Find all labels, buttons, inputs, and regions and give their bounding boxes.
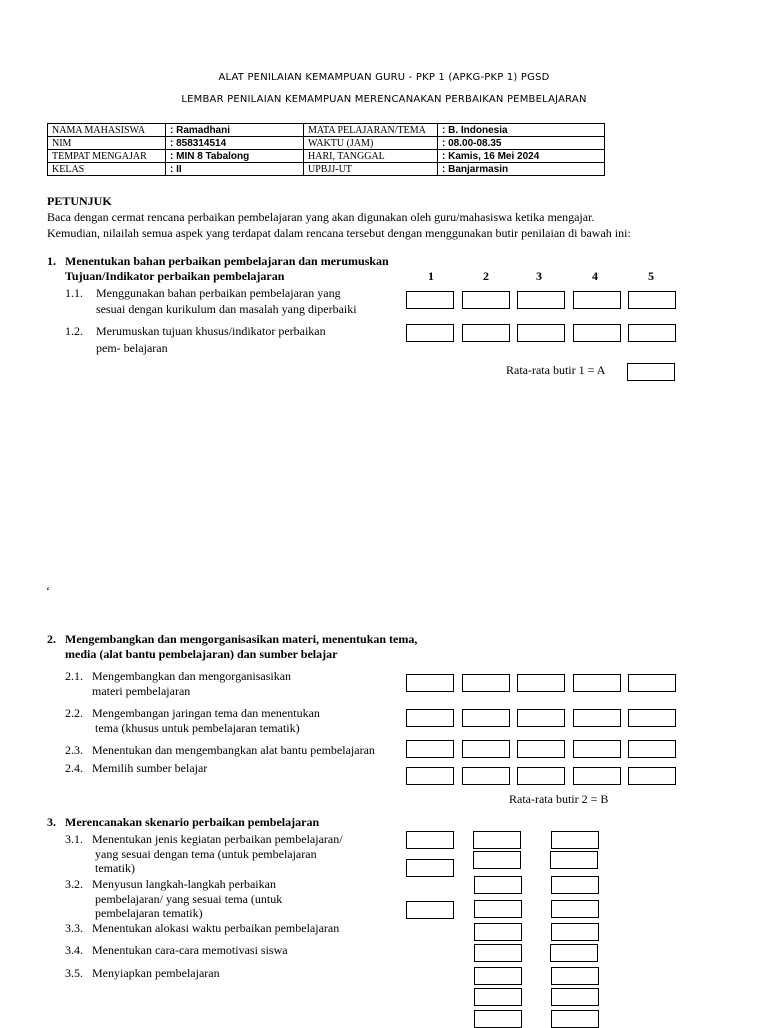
value-tempat: : MIN 8 Tabalong (166, 150, 304, 163)
scale-label-1: 1 (428, 269, 434, 283)
score-box-1-1-3[interactable] (517, 291, 565, 309)
item-3-3-text: Menentukan alokasi waktu perbaikan pembelajaran (92, 921, 340, 935)
score-box-1-1-2[interactable] (462, 291, 510, 309)
item-3-5-number: 3.5. (65, 966, 83, 980)
score-box-3-col2-e[interactable] (474, 923, 522, 941)
section-3-title: Merencanakan skenario perbaikan pembelajaran (65, 815, 320, 829)
score-box-3-col2-f[interactable] (474, 944, 522, 962)
item-3-4-text: Menentukan cara-cara memotivasi siswa (92, 943, 288, 957)
item-3-2-text: Menyusun langkah-langkah perbaikan (92, 877, 276, 891)
section-1-title-cont: Tujuan/Indikator perbaikan pembelajaran (65, 269, 285, 283)
label-nim: NIM (48, 137, 166, 150)
score-box-1-2-1[interactable] (406, 324, 454, 342)
item-3-3-number: 3.3. (65, 921, 83, 935)
label-tempat: TEMPAT MENGAJAR (48, 150, 166, 163)
score-box-2-2-1[interactable] (406, 709, 454, 727)
score-box-3-col1-b[interactable] (406, 859, 454, 877)
item-2-2-number: 2.2. (65, 706, 83, 720)
value-mapel: : B. Indonesia (438, 124, 605, 137)
score-box-3-col1-c[interactable] (406, 901, 454, 919)
score-box-2-3-2[interactable] (462, 740, 510, 758)
score-box-3-col2-c[interactable] (474, 876, 522, 894)
value-upbjj: : Banjarmasin (438, 163, 605, 176)
score-box-2-4-1[interactable] (406, 767, 454, 785)
item-2-1-text-cont: materi pembelajaran (92, 684, 191, 698)
section-1-title: Menentukan bahan perbaikan pembelajaran dan merumuskan (65, 254, 389, 268)
form-subtitle: LEMBAR PENILAIAN KEMAMPUAN MERENCANAKAN PERBAIKAN PEMBELAJARAN (181, 94, 587, 105)
average-1-label: Rata-rata butir 1 = A (506, 363, 606, 377)
item-2-3-text: Menentukan dan mengembangkan alat bantu pembelajaran (92, 743, 375, 757)
average-2-label: Rata-rata butir 2 = B (509, 792, 609, 806)
score-box-3-col3-c[interactable] (551, 876, 599, 894)
score-box-3-col3-g[interactable] (551, 967, 599, 985)
section-3-number: 3. (47, 815, 56, 829)
score-box-3-col2-g[interactable] (474, 967, 522, 985)
item-3-1-text-cont: yang sesuai dengan tema (untuk pembelajaran (95, 847, 317, 861)
item-3-1-number: 3.1. (65, 832, 83, 846)
score-box-3-col3-e[interactable] (551, 923, 599, 941)
item-1-1-text: Menggunakan bahan perbaikan pembelajaran yang (96, 286, 341, 300)
item-2-4-number: 2.4. (65, 761, 83, 775)
label-waktu: WAKTU (JAM) (304, 137, 438, 150)
score-box-2-1-2[interactable] (462, 674, 510, 692)
section-2-title-cont: media (alat bantu pembelajaran) dan sumber belajar (65, 647, 338, 661)
score-box-3-col3-b[interactable] (550, 851, 598, 869)
score-box-3-col3-a[interactable] (551, 831, 599, 849)
score-box-1-1-1[interactable] (406, 291, 454, 309)
value-nim: : 858314514 (166, 137, 304, 150)
scale-label-3: 3 (536, 269, 542, 283)
item-3-1-text-cont-2: tematik) (95, 861, 135, 875)
table-row (48, 163, 605, 176)
stray-mark: ‘ (46, 584, 50, 598)
score-box-2-4-5[interactable] (628, 767, 676, 785)
label-hari: HARI, TANGGAL (304, 150, 438, 163)
score-box-2-2-4[interactable] (573, 709, 621, 727)
item-3-5-text: Menyiapkan pembelajaran (92, 966, 220, 980)
score-box-2-3-4[interactable] (573, 740, 621, 758)
score-box-2-4-4[interactable] (573, 767, 621, 785)
score-box-2-1-4[interactable] (573, 674, 621, 692)
value-nama: : Ramadhani (166, 124, 304, 137)
form-title: ALAT PENILAIAN KEMAMPUAN GURU - PKP 1 (APKG-PKP 1) PGSD (218, 72, 550, 83)
section-2-number: 2. (47, 632, 56, 646)
item-1-1-number: 1.1. (65, 286, 83, 300)
table-row (48, 137, 605, 150)
label-mapel: MATA PELAJARAN/TEMA (304, 124, 438, 137)
score-box-2-1-3[interactable] (517, 674, 565, 692)
item-2-3-number: 2.3. (65, 743, 83, 757)
item-3-1-text: Menentukan jenis kegiatan perbaikan pembelajaran/ (92, 832, 343, 846)
item-2-1-number: 2.1. (65, 669, 83, 683)
score-box-2-2-2[interactable] (462, 709, 510, 727)
scale-label-4: 4 (592, 269, 598, 283)
item-1-2-number: 1.2. (65, 324, 83, 338)
score-box-3-col3-d[interactable] (551, 900, 599, 918)
label-upbjj: UPBJJ-UT (304, 163, 438, 176)
score-box-3-col2-d[interactable] (474, 900, 522, 918)
score-box-1-1-4[interactable] (573, 291, 621, 309)
item-3-2-number: 3.2. (65, 877, 83, 891)
section-1-number: 1. (47, 254, 56, 268)
item-1-2-text-cont: pem- belajaran (96, 341, 168, 355)
score-box-2-2-5[interactable] (628, 709, 676, 727)
score-box-2-3-3[interactable] (517, 740, 565, 758)
score-box-3-col2-i[interactable] (474, 1010, 522, 1028)
item-2-4-text: Memilih sumber belajar (92, 761, 208, 775)
score-box-2-2-3[interactable] (517, 709, 565, 727)
identity-table (47, 123, 605, 176)
score-box-3-col2-b[interactable] (473, 851, 521, 869)
score-box-2-3-5[interactable] (628, 740, 676, 758)
score-box-2-3-1[interactable] (406, 740, 454, 758)
section-2-title: Mengembangkan dan mengorganisasikan materi, menentukan tema, (65, 632, 418, 646)
item-1-2-text: Merumuskan tujuan khusus/indikator perbaikan (96, 324, 326, 338)
item-2-1-text: Mengembangkan dan mengorganisasikan (92, 669, 292, 683)
average-1-box[interactable] (627, 363, 675, 381)
score-box-1-2-3[interactable] (517, 324, 565, 342)
petunjuk-line-2: Kemudian, nilailah semua aspek yang terdapat dalam rencana tersebut dengan menggunakan butir penilaian di bawah ini: (47, 226, 631, 240)
score-box-3-col3-f[interactable] (550, 944, 598, 962)
item-2-2-text: Mengembangan jaringan tema dan menentukan (92, 706, 320, 720)
score-box-3-col2-a[interactable] (473, 831, 521, 849)
score-box-2-4-2[interactable] (462, 767, 510, 785)
score-box-3-col3-i[interactable] (551, 1010, 599, 1028)
score-box-3-col2-h[interactable] (474, 988, 522, 1006)
table-row (48, 124, 605, 137)
value-hari: : Kamis, 16 Mei 2024 (438, 150, 605, 163)
score-box-3-col1-a[interactable] (406, 831, 454, 849)
item-3-2-text-cont: pembelajaran/ yang sesuai tema (untuk (95, 892, 283, 906)
score-box-2-1-5[interactable] (628, 674, 676, 692)
value-waktu: : 08.00-08.35 (438, 137, 605, 150)
score-box-2-4-3[interactable] (517, 767, 565, 785)
item-2-2-text-cont: tema (khusus untuk pembelajaran tematik) (95, 721, 300, 735)
label-nama: NAMA MAHASISWA (48, 124, 166, 137)
score-box-3-col3-h[interactable] (551, 988, 599, 1006)
petunjuk-line-1: Baca dengan cermat rencana perbaikan pembelajaran yang akan digunakan oleh guru/mahasiswa ketika mengajar. (47, 210, 595, 224)
scale-label-5: 5 (648, 269, 654, 283)
petunjuk-title: PETUNJUK (47, 194, 112, 208)
item-1-1-text-cont: sesuai dengan kurikulum dan masalah yang diperbaiki (96, 302, 357, 316)
item-3-4-number: 3.4. (65, 943, 83, 957)
score-box-1-2-5[interactable] (628, 324, 676, 342)
score-box-1-2-4[interactable] (573, 324, 621, 342)
score-box-2-1-1[interactable] (406, 674, 454, 692)
scale-label-2: 2 (483, 269, 489, 283)
value-kelas: : II (166, 163, 304, 176)
item-3-2-text-cont-2: pembelajaran tematik) (95, 906, 203, 920)
table-row (48, 150, 605, 163)
score-box-1-1-5[interactable] (628, 291, 676, 309)
label-kelas: KELAS (48, 163, 166, 176)
score-box-1-2-2[interactable] (462, 324, 510, 342)
